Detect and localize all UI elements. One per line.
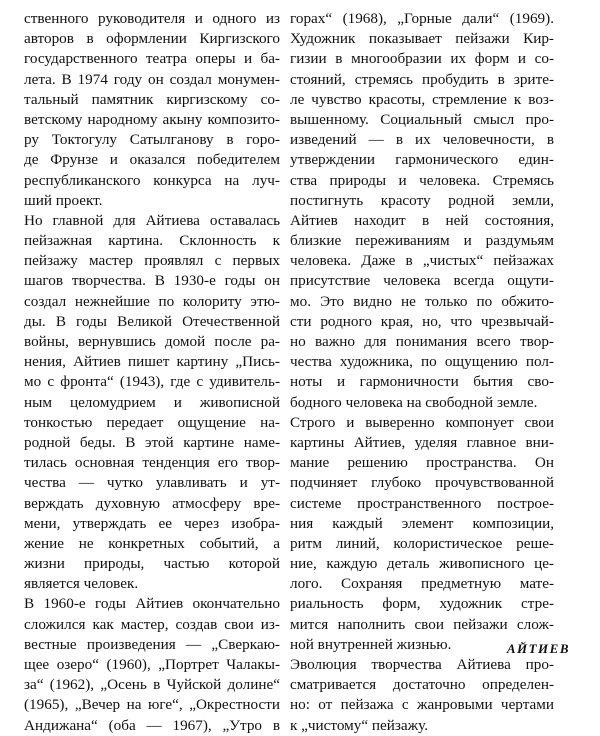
- text-line: ства природы и человека. Стремясь: [290, 171, 554, 189]
- text-line: ственного руководителя и одного из: [24, 10, 280, 27]
- text-line: ды. В годы Великой Отечественной: [24, 312, 280, 330]
- text-line: Строго и выверенно компонует свои: [290, 413, 554, 431]
- text-line: жение не конкретных событий, а: [24, 534, 280, 552]
- text-line: но: от пейзажа с жанровыми чертами: [290, 696, 554, 714]
- text-line: чества художника, по ощущению пол-: [290, 353, 554, 371]
- text-line: республиканского конкурса на луч-: [24, 171, 280, 189]
- text-line: (1965), „Вечер на юге“, „Окрестности: [24, 696, 280, 714]
- text-line: Художник показывает пейзажи Кир-: [290, 30, 554, 48]
- text-line: ле чувство красоты, стремление к воз-: [290, 90, 554, 108]
- text-line: ветскому народному акыну композито-: [24, 110, 280, 128]
- paragraph-end-line: ной внутренней жизнью.: [290, 635, 452, 653]
- text-line: утверждении гармонического един-: [290, 151, 554, 169]
- text-line: вышенному. Социальный смысл про-: [290, 110, 554, 128]
- text-line: риальность форм, художник стре-: [290, 595, 554, 613]
- text-line: лета. В 1974 году он создал монумен-: [24, 70, 280, 88]
- text-line: лого. Сохраняя предметную мате-: [290, 575, 554, 593]
- text-line: изведений — в их человечности, в: [290, 131, 554, 149]
- text-line: войны, вернувшись домой после ра-: [24, 333, 280, 350]
- text-line: стояний, стремясь пробудить в зрите-: [290, 70, 554, 88]
- text-line: сложился как мастер, создав свои из-: [24, 615, 280, 633]
- text-line: близкие переживаниям и раздумьям: [290, 232, 554, 250]
- text-line: сматривается достаточно определен-: [290, 676, 554, 694]
- text-line: присутствие человека всегда ощути-: [290, 272, 554, 290]
- text-line: Но главной для Айтиева оставалась: [24, 211, 280, 229]
- text-line: верждать духовную атмосферу вре-: [24, 494, 280, 512]
- text-line: мени, утверждать ее через изобра-: [24, 514, 280, 532]
- text-line: ритм линий, колористическое реше-: [290, 534, 554, 552]
- text-line: системе пространственного построе-: [290, 494, 554, 512]
- text-line: тонкостью передает ощущение на-: [24, 413, 280, 431]
- text-line: шагов творчества. В 1930-е годы он: [24, 272, 280, 290]
- text-line: Эволюция творчества Айтиева про-: [290, 656, 554, 673]
- text-line: родной беды. В этой картине наме-: [24, 433, 280, 451]
- text-line: мо. Это видно не только по обжито-: [290, 292, 554, 310]
- text-line: В 1960-е годы Айтиев окончательно: [24, 595, 280, 613]
- text-line: мится наполнить свои пейзажи слож-: [290, 615, 554, 633]
- text-line: пейзажная картина. Склонность к: [24, 232, 280, 250]
- text-line: государственного театра оперы и ба-: [24, 50, 280, 68]
- text-line: горах“ (1968), „Горные дали“ (1969).: [290, 10, 554, 27]
- running-head: АЙТИЕВ: [506, 641, 570, 656]
- paragraph-end-line: к „чистому“ пейзажу.: [290, 716, 429, 734]
- text-line: подчиняет глубоко прочувствованной: [290, 474, 554, 492]
- text-line: мо с фронта“ (1943), где с удивитель-: [24, 373, 280, 391]
- text-line: ным целомудрием и живописной: [24, 393, 280, 411]
- text-line: ние, каждую деталь живописного це-: [290, 555, 554, 573]
- text-line: гизии в многообразии их форм и со-: [290, 50, 554, 68]
- text-line: тальный памятник киргизскому со-: [24, 90, 280, 108]
- paragraph-end-line: бодного человека на свободной земле.: [290, 393, 538, 411]
- left-text-column: [24, 9, 280, 736]
- text-line: де Фрунзе и оказался победителем: [24, 151, 280, 169]
- text-line: но важно для понимания всего твор-: [290, 333, 554, 350]
- text-line: человека. Даже в „чистых“ пейзажах: [290, 252, 554, 270]
- paragraph-end-line: ший проект.: [24, 191, 103, 209]
- text-line: за“ (1962), „Осень в Чуйской долине“: [24, 676, 280, 694]
- text-line: картины Айтиев, уделяя главное вни-: [290, 433, 554, 451]
- text-line: ру Токтогулу Сатылганову в горо-: [24, 131, 280, 149]
- text-line: щее озеро“ (1960), „Портрет Чалакы-: [24, 656, 280, 673]
- text-line: чества — чутко улавливать и ут-: [24, 474, 280, 492]
- text-line: тилась основная тенденция его твор-: [24, 454, 280, 472]
- paragraph-end-line: является человек.: [24, 575, 139, 593]
- text-line: ноты и гармоничности бытия сво-: [290, 373, 554, 391]
- text-line: сти родного края, но, что чрезвычай-: [290, 312, 554, 330]
- text-line: постигнуть красоту родной земли,: [290, 191, 554, 209]
- text-line: жизни природы, частью которой: [24, 555, 280, 573]
- text-line: создал нежнейшие по колориту этю-: [24, 292, 280, 310]
- right-text-column: [290, 9, 554, 736]
- text-line: нения, Айтиев пишет картину „Пись-: [24, 353, 280, 371]
- text-line: Айтиев находит в ней состояния,: [290, 211, 554, 229]
- text-line: ния каждый элемент композиции,: [290, 514, 554, 532]
- text-line: авторов в оформлении Киргизского: [24, 30, 280, 48]
- text-line: Андижана“ (оба — 1967), „Утро в: [24, 716, 280, 734]
- text-line: вестные произведения — „Сверкаю-: [24, 635, 280, 653]
- text-line: мание решению пространства. Он: [290, 454, 554, 472]
- text-line: пейзажу мастер проявлял с первых: [24, 252, 280, 270]
